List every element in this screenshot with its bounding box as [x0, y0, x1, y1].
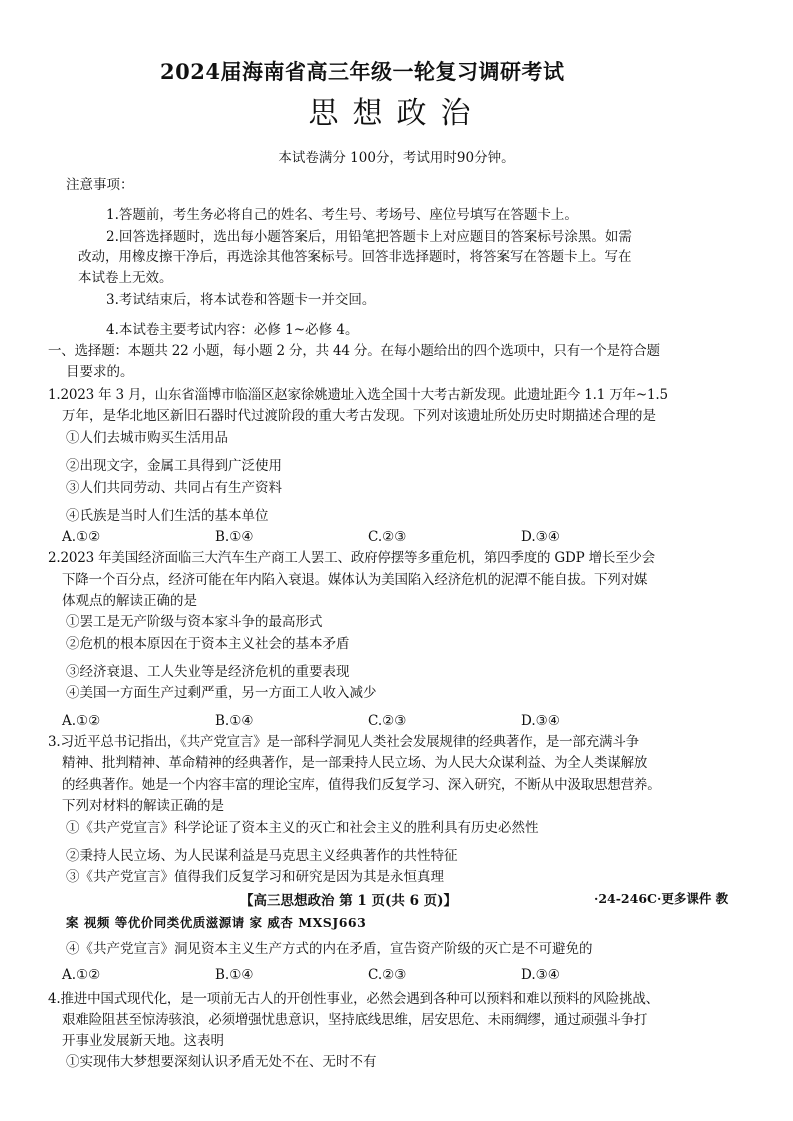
q1-options [62, 528, 674, 546]
q1-stem: 万年，是华北地区新旧石器时代过渡阶段的重大考古发现。下列对该遗址所处历史时期描述合理的是 [62, 408, 656, 424]
q2-options [62, 712, 674, 730]
q3-item: ④《共产党宣言》洞见资本主义生产方式的内在矛盾，宣告资产阶级的灭亡是不可避免的 [66, 941, 593, 957]
q4-stem: 4.推进中国式现代化，是一项前无古人的开创性事业，必然会遇到各种可以预料和难以预料的风险挑战、 [48, 991, 659, 1007]
q2-item: ①罢工是无产阶级与资本家斗争的最高形式 [66, 614, 323, 630]
q3-item: ①《共产党宣言》科学论证了资本主义的灭亡和社会主义的胜利具有历史必然性 [66, 820, 539, 836]
q3-stem: 精神、批判精神、革命精神的经典著作，是一部秉持人民立场、为人民大众谋利益、为全人类谋解放 [62, 755, 648, 771]
q1-item: ①人们去城市购买生活用品 [66, 430, 228, 446]
q1-item: ②出现文字，金属工具得到广泛使用 [66, 458, 282, 474]
q1-option-d: D.③④ [521, 529, 560, 545]
q2-item: ②危机的根本原因在于资本主义社会的基本矛盾 [66, 636, 350, 652]
q3-options [62, 966, 674, 984]
q1-item: ④氏族是当时人们生活的基本单位 [66, 508, 269, 524]
q1-option-b: B.①④ [215, 529, 254, 545]
page-footer-watermark: 案 视频 等优价同类优质滋源请 家 威杏 MXSJ663 [66, 915, 367, 930]
section-heading: 一、选择题：本题共 22 小题，每小题 2 分，共 44 分。在每小题给出的四个选项中，只有一个是符合题 [48, 343, 660, 359]
notes-heading: 注意事项： [66, 177, 134, 193]
subject-title: 思想政治 [308, 96, 485, 131]
q1-option-c: C.②③ [368, 529, 407, 545]
note-item: 本试卷上无效。 [78, 270, 173, 286]
exam-title: 2024届海南省高三年级一轮复习调研考试 [160, 59, 565, 84]
q1-stem: 1.2023 年 3 月，山东省淄博市临淄区赵家徐姚遗址入选全国十大考古新发现。此遗址距今 1.1 万年~1.5 [48, 387, 668, 403]
q4-item: ①实现伟大梦想要深刻认识矛盾无处不在、无时不有 [66, 1054, 377, 1070]
q1-item: ③人们共同劳动、共同占有生产资料 [66, 480, 282, 496]
note-item: 1.答题前，考生务必将自己的姓名、考生号、考场号、座位号填写在答题卡上。 [106, 207, 578, 223]
note-item: 2.回答选择题时，选出每小题答案后，用铅笔把答题卡上对应题目的答案标号涂黑。如需 [106, 229, 632, 245]
exam-meta: 本试卷满分 100分，考试用时90分钟。 [278, 150, 515, 166]
q3-stem: 的经典著作。她是一个内容丰富的理论宝库，值得我们反复学习、深入研究，不断从中汲取思想营养。 [62, 777, 661, 793]
q3-option-b: B.①④ [215, 967, 254, 983]
q3-stem: 下列对材料的解读正确的是 [62, 798, 224, 814]
q1-option-a: A.①② [62, 529, 101, 545]
q2-item: ③经济衰退、工人失业等是经济危机的重要表现 [66, 664, 350, 680]
page-footer-code: ·24-246C·更多课件 教 [594, 891, 729, 906]
q2-stem: 2.2023 年美国经济面临三大汽车生产商工人罢工、政府停摆等多重危机，第四季度的 GDP 增长至少会 [48, 550, 656, 566]
q3-stem: 3.习近平总书记指出，《共产党宣言》是一部科学洞见人类社会发展规律的经典著作，是一部充满斗争 [48, 734, 639, 750]
q3-item: ③《共产党宣言》值得我们反复学习和研究是因为其是永恒真理 [66, 869, 444, 885]
page-footer-info: 【高三思想政治 第 1 页(共 6 页)】 [240, 893, 458, 909]
q2-item: ④美国一方面生产过剩严重，另一方面工人收入减少 [66, 685, 377, 701]
q3-item: ②秉持人民立场、为人民谋利益是马克思主义经典著作的共性特征 [66, 848, 458, 864]
q2-stem: 体观点的解读正确的是 [62, 593, 197, 609]
q4-stem: 开事业发展新天地。这表明 [62, 1033, 224, 1049]
q2-option-d: D.③④ [521, 713, 560, 729]
note-item: 3.考试结束后，将本试卷和答题卡一并交回。 [106, 292, 376, 308]
q2-option-b: B.①④ [215, 713, 254, 729]
q3-option-a: A.①② [62, 967, 101, 983]
q3-option-d: D.③④ [521, 967, 560, 983]
note-item: 4.本试卷主要考试内容：必修 1~必修 4。 [106, 322, 359, 338]
q2-option-c: C.②③ [368, 713, 407, 729]
q2-option-a: A.①② [62, 713, 101, 729]
section-heading-cont: 目要求的。 [66, 364, 134, 380]
note-item: 改动，用橡皮擦干净后，再选涂其他答案标号。回答非选择题时，将答案写在答题卡上。写在 [78, 249, 632, 265]
q4-stem: 艰难险阻甚至惊涛骇浪，必须增强忧患意识，坚持底线思维，居安思危、未雨绸缪，通过顽强斗争打 [62, 1012, 648, 1028]
q2-stem: 下降一个百分点，经济可能在年内陷入衰退。媒体认为美国陷入经济危机的泥潭不能自拔。下列对媒 [62, 572, 648, 588]
q3-option-c: C.②③ [368, 967, 407, 983]
